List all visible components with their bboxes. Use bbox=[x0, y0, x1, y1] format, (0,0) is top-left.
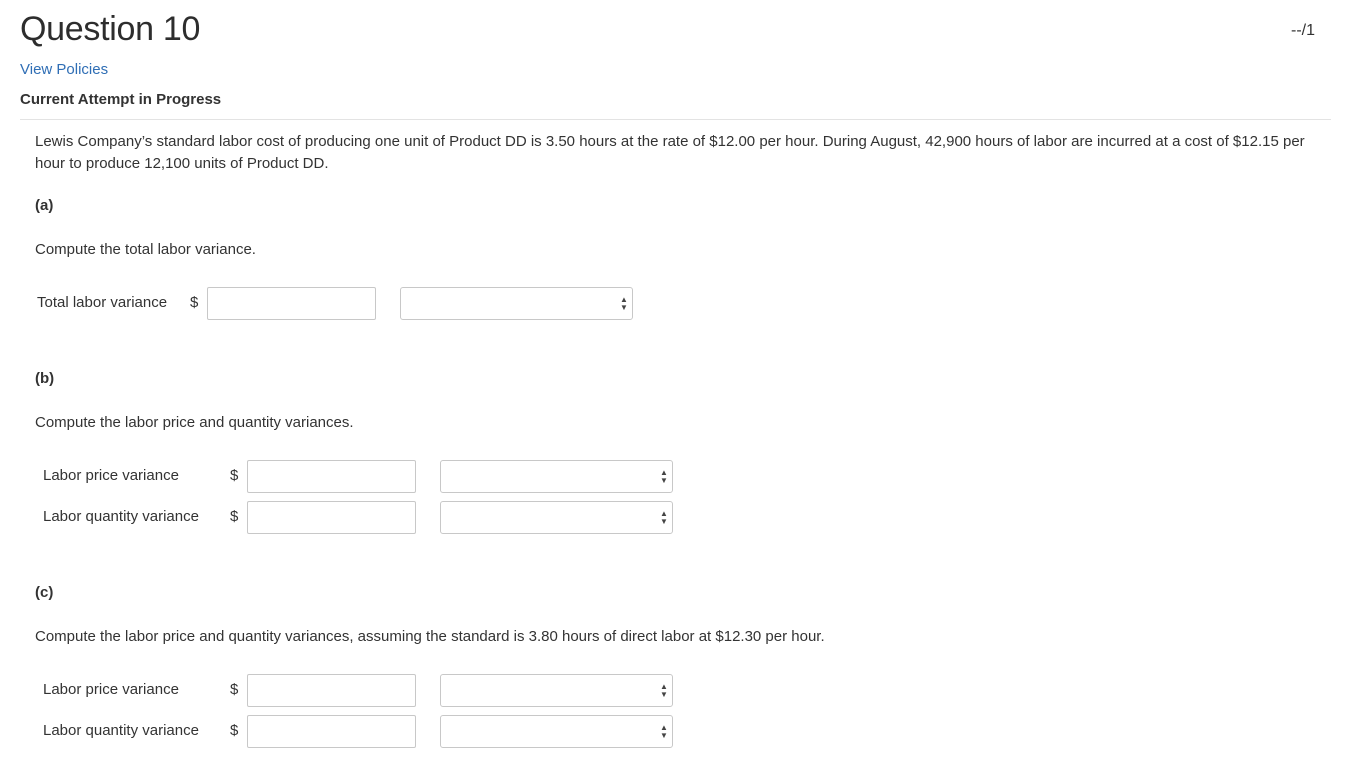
currency-symbol: $ bbox=[230, 722, 239, 739]
sort-arrows-icon: ▲ ▼ bbox=[660, 682, 668, 699]
part-c-instruction: Compute the labor price and quantity variances, assuming the standard is 3.80 hours of direct labor at $12.30 per hour. bbox=[35, 628, 825, 645]
view-policies-link[interactable]: View Policies bbox=[20, 61, 109, 78]
labor-quantity-variance-select[interactable] bbox=[440, 501, 673, 534]
problem-text: Lewis Company’s standard labor cost of producing one unit of Product DD is 3.50 hours at the rate of $12.00 per hour. During August, 42,900 hours of labor are incurred at a cost of $12.15 per hour to produce 12,100 units of Product DD. bbox=[35, 133, 1305, 172]
sort-arrows-icon: ▲ ▼ bbox=[620, 295, 628, 312]
part-b-label: (b) bbox=[35, 370, 55, 387]
labor-price-variance-label: Labor price variance bbox=[43, 681, 179, 698]
currency-symbol: $ bbox=[230, 681, 239, 698]
labor-quantity-variance-label: Labor quantity variance bbox=[43, 508, 199, 525]
part-c-label: (c) bbox=[35, 584, 54, 601]
labor-price-variance-select[interactable] bbox=[440, 460, 673, 493]
attempt-status: Current Attempt in Progress bbox=[20, 91, 222, 108]
part-b-instruction: Compute the labor price and quantity variances. bbox=[35, 414, 354, 431]
total-labor-variance-select[interactable] bbox=[400, 287, 633, 320]
labor-price-variance-label: Labor price variance bbox=[43, 467, 179, 484]
sort-arrows-icon: ▲ ▼ bbox=[660, 509, 668, 526]
labor-price-variance-select[interactable] bbox=[440, 674, 673, 707]
labor-quantity-variance-label: Labor quantity variance bbox=[43, 722, 199, 739]
labor-quantity-variance-input[interactable] bbox=[247, 715, 416, 748]
labor-quantity-variance-input[interactable] bbox=[247, 501, 416, 534]
total-labor-variance-label: Total labor variance bbox=[37, 294, 168, 311]
score-display: --/1 bbox=[1291, 22, 1315, 39]
sort-arrows-icon: ▲ ▼ bbox=[660, 723, 668, 740]
part-a-instruction: Compute the total labor variance. bbox=[35, 241, 256, 258]
currency-symbol: $ bbox=[190, 294, 199, 311]
total-labor-variance-input[interactable] bbox=[207, 287, 376, 320]
question-title: Question 10 bbox=[20, 10, 201, 48]
header-divider bbox=[20, 119, 1331, 120]
labor-quantity-variance-select[interactable] bbox=[440, 715, 673, 748]
labor-price-variance-input[interactable] bbox=[247, 460, 416, 493]
part-a-label: (a) bbox=[35, 197, 54, 214]
sort-arrows-icon: ▲ ▼ bbox=[660, 468, 668, 485]
labor-price-variance-input[interactable] bbox=[247, 674, 416, 707]
currency-symbol: $ bbox=[230, 467, 239, 484]
currency-symbol: $ bbox=[230, 508, 239, 525]
